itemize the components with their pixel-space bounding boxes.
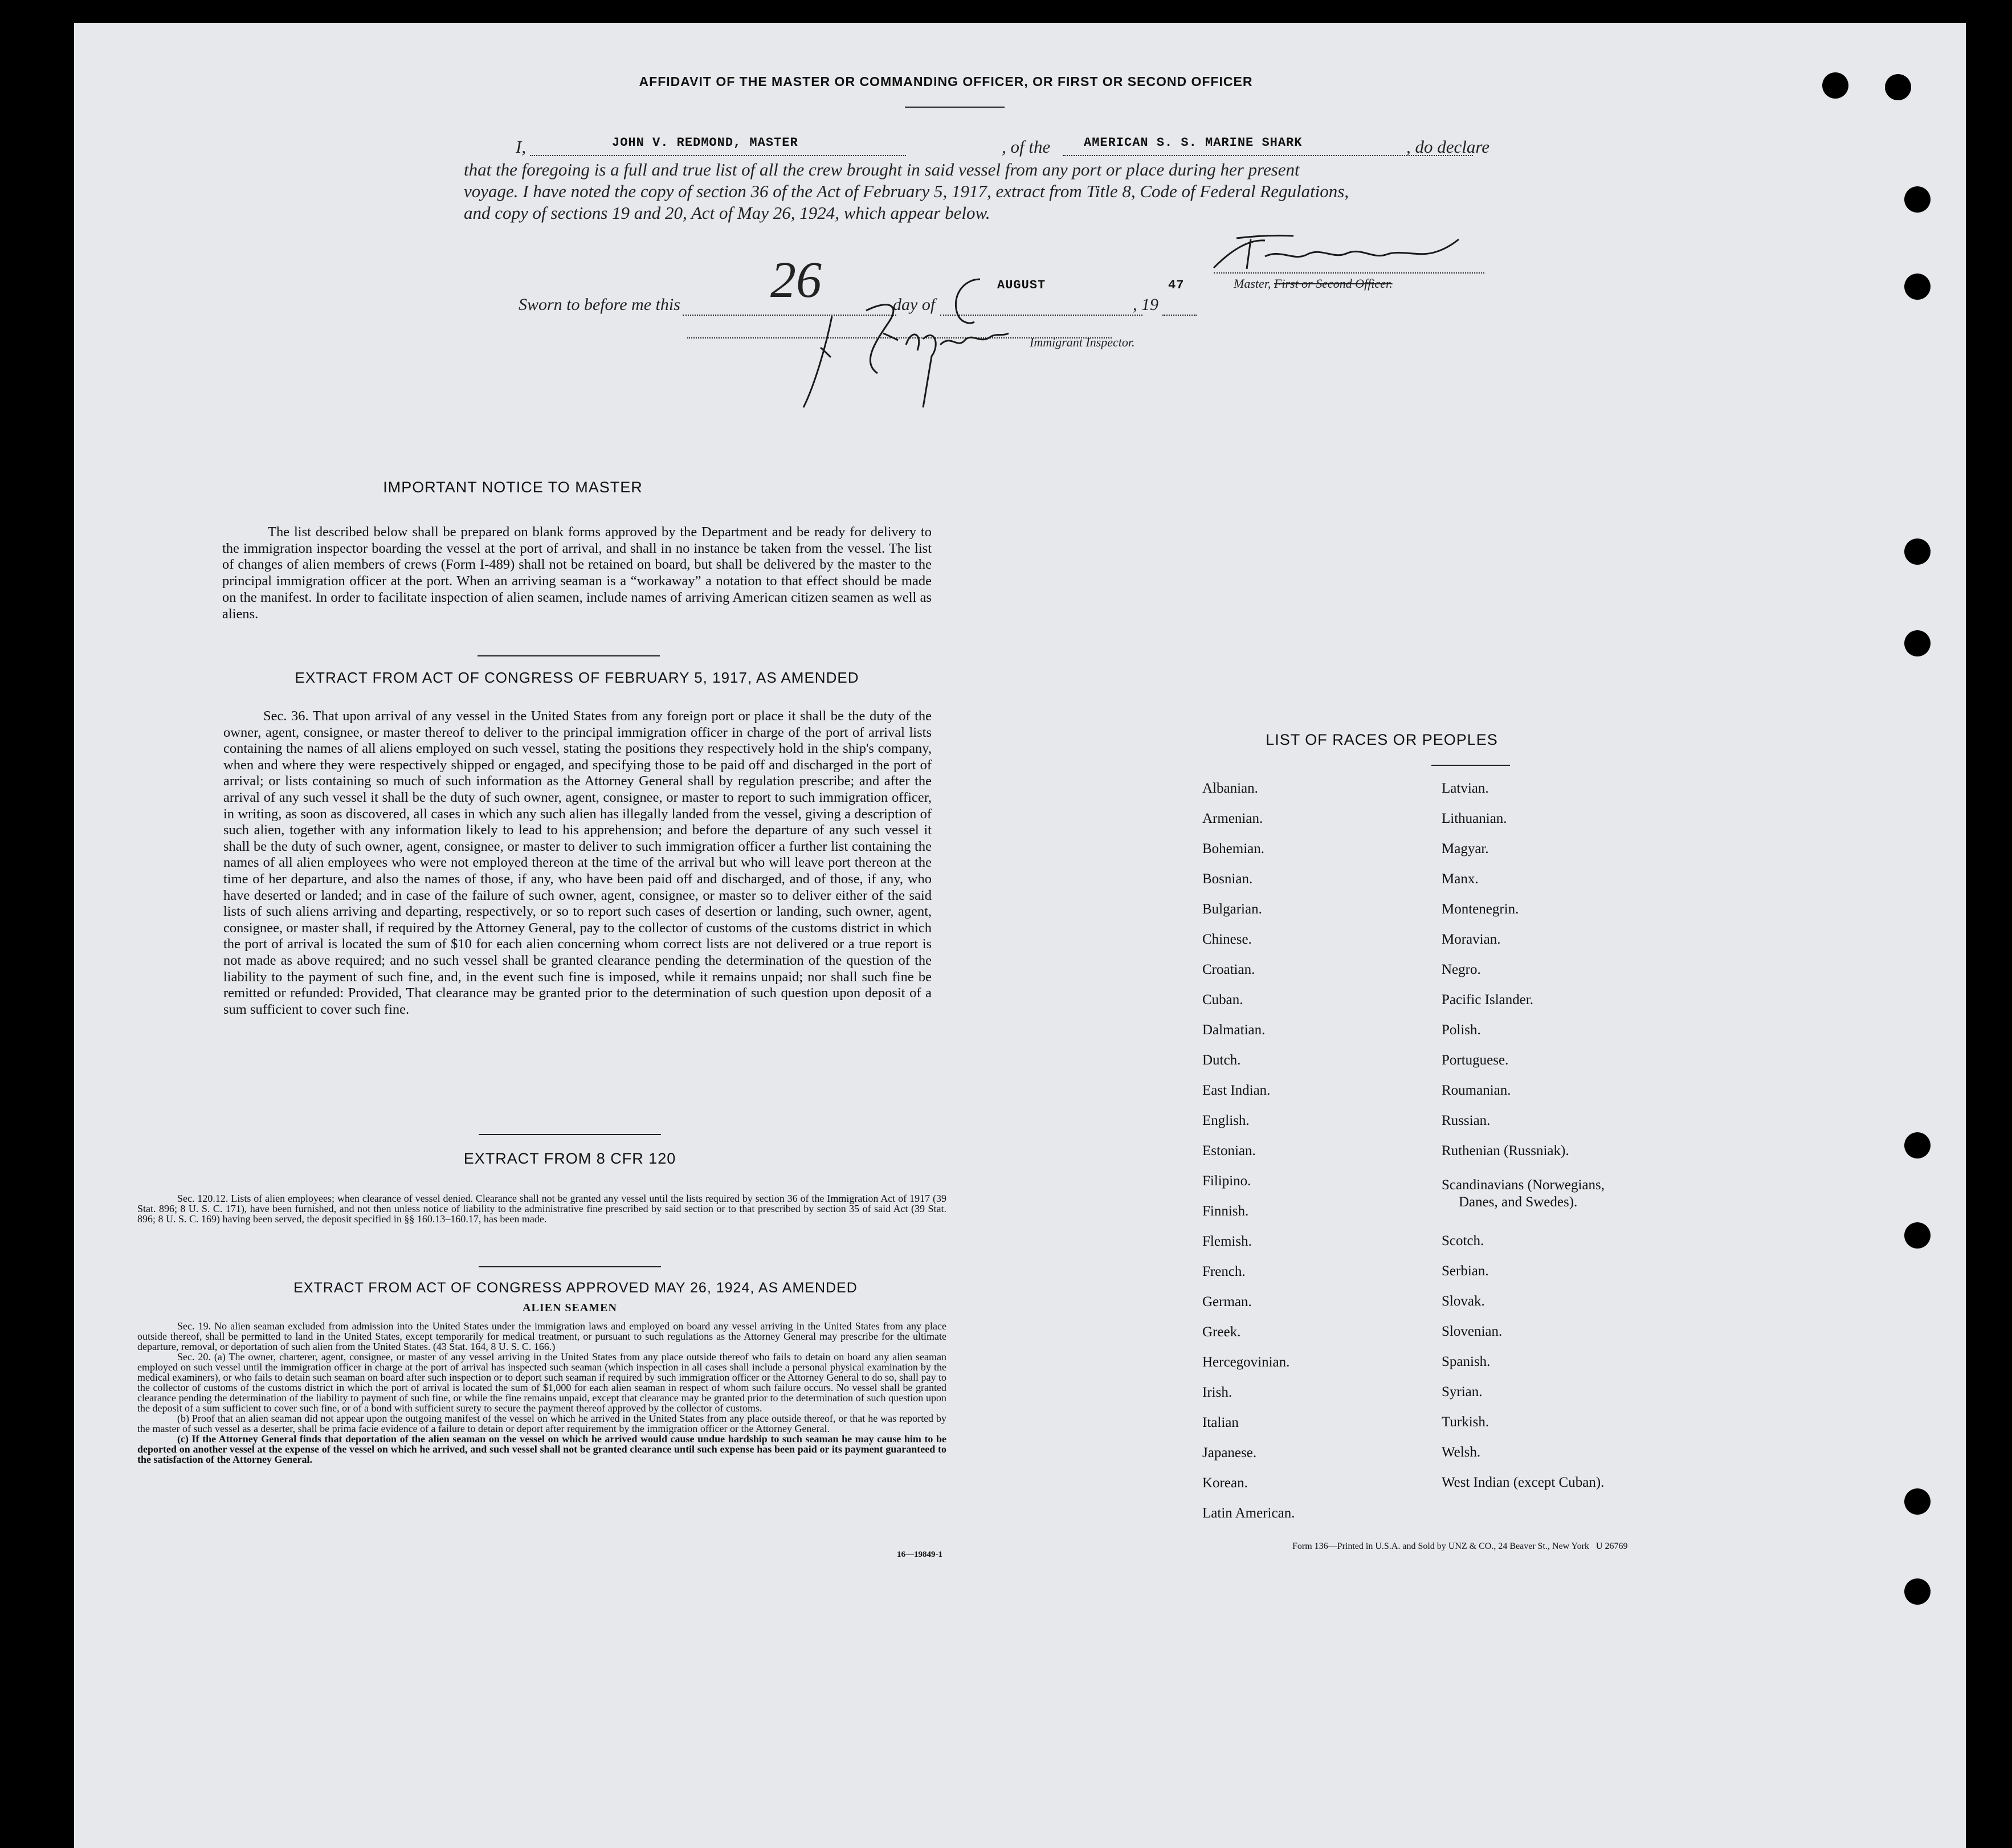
race-item: Manx. bbox=[1442, 871, 1479, 887]
do-declare-label: , do declare bbox=[1406, 137, 1490, 157]
day-field: 26 bbox=[770, 252, 822, 308]
race-item: Portuguese. bbox=[1442, 1052, 1509, 1068]
race-item: Hercegovinian. bbox=[1202, 1355, 1290, 1370]
race-item: Dutch. bbox=[1202, 1052, 1241, 1068]
race-item: Flemish. bbox=[1202, 1234, 1252, 1249]
race-scandinavians-line2: Danes, and Swedes). bbox=[1459, 1194, 1578, 1210]
race-item: Bosnian. bbox=[1202, 871, 1253, 887]
race-item: Cuban. bbox=[1202, 992, 1243, 1007]
race-item: Greek. bbox=[1202, 1324, 1241, 1340]
race-item: West Indian (except Cuban). bbox=[1442, 1475, 1605, 1490]
race-item: Bohemian. bbox=[1202, 841, 1265, 856]
race-item: Estonian. bbox=[1202, 1143, 1256, 1158]
race-item: Moravian. bbox=[1442, 932, 1501, 947]
extract-1924-sec20c: (c) If the Attorney General finds that deportation of the alien seaman on the vessel on which he arrived would cause undue hardship to such seaman he may cause him to be deported on another vessel at the expense of the vessel on which he arrived, and such vessel shall not be granted clearance until such expense has been paid or its payment guaranteed to the satisfaction of the Attorney General. bbox=[137, 1433, 946, 1465]
race-item: Russian. bbox=[1442, 1113, 1491, 1128]
extract-1924-heading: EXTRACT FROM ACT OF CONGRESS APPROVED MAY 26, 1924, AS AMENDED bbox=[293, 1280, 858, 1296]
races-heading-underline bbox=[1431, 765, 1510, 766]
race-item: Negro. bbox=[1442, 962, 1481, 977]
extract-1924-sec20b: (b) Proof that an alien seaman did not appear upon the outgoing manifest of the vessel on which he arrived in the United States from any place outside thereof, or that he was reported by the master of such vessel as a deserter, shall be prima facie evidence of a failure to detain or deport after requirement by the immigration officer or the Attorney General. bbox=[137, 1413, 946, 1434]
notice-text: The list described below shall be prepared on blank forms approved by the Department and be ready for delivery to the immigration inspector boarding the vessel at the port of arrival, and shall in no instance be taken from the vessel. The list of changes of alien members of crews (Form I-489) shall not be retained on board, but shall be delivered by the master to the principal immigration officer at the port. When an arriving seaman is a “workaway” a notation to that effect should be made on the manifest. In order to facilitate inspection of alien seamen, include names of arriving American citizen seamen as well as aliens. bbox=[222, 524, 932, 622]
notice-heading: IMPORTANT NOTICE TO MASTER bbox=[383, 479, 643, 496]
sworn-label: Sworn to before me this bbox=[519, 295, 680, 314]
master-caption bbox=[1234, 276, 1393, 291]
race-item: Italian bbox=[1202, 1415, 1239, 1430]
month-field: AUGUST bbox=[997, 278, 1046, 292]
affidavit-title: AFFIDAVIT OF THE MASTER OR COMMANDING OFFICER, OR FIRST OR SECOND OFFICER bbox=[639, 74, 1253, 89]
race-item: Turkish. bbox=[1442, 1414, 1489, 1430]
race-item: Ruthenian (Russniak). bbox=[1442, 1143, 1569, 1158]
extract-1924-body bbox=[137, 1321, 946, 1464]
race-item: Irish. bbox=[1202, 1385, 1232, 1400]
race-item: English. bbox=[1202, 1113, 1250, 1128]
race-item: Lithuanian. bbox=[1442, 811, 1507, 826]
races-column-1 bbox=[1202, 781, 1295, 1536]
inspector-caption: Immigrant Inspector. bbox=[1030, 335, 1135, 349]
race-item: Japanese. bbox=[1202, 1445, 1257, 1461]
race-item: Slovenian. bbox=[1442, 1324, 1503, 1339]
extract-1917-heading: EXTRACT FROM ACT OF CONGRESS OF FEBRUARY 5, 1917, AS AMENDED bbox=[295, 669, 859, 686]
binder-hole bbox=[1904, 630, 1931, 656]
race-item: Albanian. bbox=[1202, 781, 1258, 796]
binder-hole bbox=[1904, 1222, 1931, 1249]
race-item: Welsh. bbox=[1442, 1445, 1481, 1460]
divider bbox=[479, 1134, 661, 1135]
extract-1924-sec20a: Sec. 20. (a) The owner, charterer, agent, consignee, or master of any vessel arriving in the United States from any place outside thereof who fails to detain on board any alien seaman employed on such vessel until the immigration officer in charge at the port of arrival has inspected such seaman (which inspection in all cases shall include a personal physical examination by the medical examiners), or who fails to detain such seaman on board after such inspection or to deport such seaman if required by such immigration officer or the Attorney General to do so, shall pay to the collector of customs of the customs district in which the port of arrival is located the sum of $1,000 for each alien seaman in respect of whom such failure occurs. No vessel shall be granted clearance pending the determination of the liability to payment of such fine, or while the fine remains unpaid, except that clearance may be granted prior to the determination of such question upon the deposit of a sum sufficient to cover such fine, or of a bond with sufficient surety to secure the payment thereof approved by the collector of customs. bbox=[137, 1351, 946, 1414]
race-item: Pacific Islander. bbox=[1442, 992, 1534, 1007]
binder-hole bbox=[1904, 1488, 1931, 1515]
inspector-signature bbox=[769, 293, 1066, 419]
race-item: Croatian. bbox=[1202, 962, 1255, 977]
race-item: Filipino. bbox=[1202, 1173, 1251, 1189]
race-item: Latin American. bbox=[1202, 1506, 1295, 1521]
races-heading: LIST OF RACES OR PEOPLES bbox=[1266, 731, 1498, 748]
binder-hole bbox=[1904, 539, 1931, 565]
i-label: I, bbox=[516, 137, 527, 157]
race-item: Magyar. bbox=[1442, 841, 1489, 856]
day-of-label: day of bbox=[893, 295, 936, 314]
form-note: Form 136—Printed in U.S.A. and Sold by UNZ & CO., 24 Beaver St., New York U 26769 bbox=[1292, 1541, 1628, 1551]
of-the-label: , of the bbox=[1002, 137, 1051, 157]
declaration-line-1: that the foregoing is a full and true list of all the crew brought in said vessel from any port or place during her present bbox=[464, 160, 1300, 180]
races-column-2 bbox=[1442, 781, 1569, 1173]
binder-hole bbox=[1904, 186, 1931, 213]
year-field: 47 bbox=[1168, 278, 1185, 292]
race-item: French. bbox=[1202, 1264, 1246, 1279]
master-signature-line bbox=[1214, 272, 1484, 274]
race-item: Latvian. bbox=[1442, 781, 1489, 796]
binder-hole bbox=[1904, 1132, 1931, 1158]
divider bbox=[478, 655, 660, 656]
race-item: Spanish. bbox=[1442, 1354, 1491, 1369]
binder-hole bbox=[1904, 1578, 1931, 1605]
binder-hole bbox=[1822, 72, 1848, 99]
race-item: Bulgarian. bbox=[1202, 901, 1262, 917]
year-line bbox=[1162, 315, 1197, 316]
race-item: Armenian. bbox=[1202, 811, 1263, 826]
extract-1917-text: Sec. 36. That upon arrival of any vessel in the United States from any foreign port or place it shall be the duty of the owner, agent, consignee, or master thereof to deliver to the principal immigration officer in charge of the port of arrival lists containing the names of all aliens employed on such vessel, stating the positions they respectively hold in the ship's company, when and where they were respectively shipped or engaged, and specifying those to be paid off and discharged in the port of arrival; or lists containing so much of such information as the Attorney General shall by regulation prescribe; and after the arrival of any such vessel it shall be the duty of such owner, agent, consignee, or master to report to such immigration officer, in writing, as soon as discovered, all cases in which any such alien has illegally landed from the vessel, giving a description of such alien, together with any information likely to lead to his apprehension; and before the departure of any such vessel it shall be the duty of such owner, agent, consignee, or master to deliver to such immigration officer a further list containing the names of all alien employees who were not employed thereon at the time of the arrival but who will leave port thereon at the time of her departure, and also the names of those, if any, who have been paid off and discharged, and of those, if any, who have deserted or landed; and in case of the failure of such owner, agent, consignee, or master so to deliver either of the said lists of such aliens arriving and departing, respectively, or so to report such cases of desertion or landing, such owner, agent, consignee, or master shall, if required by the Attorney General, pay to the collector of customs of the customs district in which the port of arrival is located the sum of $10 for each alien concerning whom correct lists are not delivered or a true report is not made as above required; and no such vessel shall be granted clearance pending the determination of the question of the liability to the payment of such fine, and, in the event such fine is imposed, while it remains unpaid; nor shall such fine be remitted or refunded: Provided, That clearance may be granted prior to the determination of such question upon deposit of a sum sufficient to cover such fine. bbox=[223, 708, 932, 1017]
race-item: Slovak. bbox=[1442, 1294, 1485, 1309]
race-item: German. bbox=[1202, 1294, 1252, 1309]
extract-1924-code: 16—19849-1 bbox=[897, 1550, 942, 1559]
master-caption-struck: First or Second Officer. bbox=[1274, 276, 1393, 291]
binder-hole bbox=[1885, 74, 1911, 100]
race-scandinavians bbox=[1442, 1177, 1605, 1211]
document-page bbox=[74, 23, 1966, 1848]
race-item: Finnish. bbox=[1202, 1204, 1249, 1219]
title-underline bbox=[905, 107, 1005, 108]
divider bbox=[479, 1266, 661, 1267]
race-item: Dalmatian. bbox=[1202, 1022, 1266, 1038]
race-item: East Indian. bbox=[1202, 1083, 1271, 1098]
race-scandinavians-line1: Scandinavians (Norwegians, bbox=[1442, 1177, 1605, 1193]
race-item: Korean. bbox=[1202, 1475, 1248, 1491]
race-item: Syrian. bbox=[1442, 1384, 1483, 1400]
extract-1924-sec19: Sec. 19. No alien seaman excluded from admission into the United States under the immigration laws and employed on board any vessel arriving in the United States from any place outside thereof, shall be permitted to land in the United States, except temporarily for medical treatment, or pursuant to such regulations as the Attorney General may prescribe for the ultimate departure, removal, or deportation of such alien from the United States. (43 Stat. 164, 8 U. S. C. 166.) bbox=[137, 1320, 946, 1352]
year-prefix: , 19 bbox=[1133, 295, 1158, 314]
master-name-line bbox=[530, 155, 906, 156]
extract-cfr-text: Sec. 120.12. Lists of alien employees; when clearance of vessel denied. Clearance shall not be granted any vessel until the lists required by section 36 of the Immigration Act of 1917 (39 Stat. 896; 8 U. S. C. 171), have been furnished, and not then unless notice of liability to the administrative fine prescribed by said section or to that prescribed by section 35 of said Act (39 Stat. 896; 8 U. S. C. 169) having been served, the deposit specified in §§ 160.13–160.17, has been made. bbox=[137, 1193, 946, 1225]
race-item: Roumanian. bbox=[1442, 1083, 1511, 1098]
races-column-2-continued bbox=[1442, 1233, 1604, 1505]
vessel-field: AMERICAN S. S. MARINE SHARK bbox=[1084, 136, 1303, 150]
race-item: Serbian. bbox=[1442, 1263, 1489, 1279]
race-item: Chinese. bbox=[1202, 932, 1252, 947]
declaration-line-3: and copy of sections 19 and 20, Act of May 26, 1924, which appear below. bbox=[464, 203, 990, 223]
race-item: Scotch. bbox=[1442, 1233, 1484, 1249]
binder-hole bbox=[1904, 274, 1931, 300]
race-item: Montenegrin. bbox=[1442, 901, 1519, 917]
extract-cfr-heading: EXTRACT FROM 8 CFR 120 bbox=[463, 1150, 676, 1167]
race-item: Polish. bbox=[1442, 1022, 1481, 1038]
extract-1924-subheading: ALIEN SEAMEN bbox=[523, 1302, 617, 1314]
master-name-field: JOHN V. REDMOND, MASTER bbox=[612, 136, 798, 150]
declaration-line-2: voyage. I have noted the copy of section 36 of the Act of February 5, 1917, extract from Title 8, Code of Federal Regulations, bbox=[464, 181, 1349, 201]
master-caption-label: Master, bbox=[1234, 276, 1271, 291]
